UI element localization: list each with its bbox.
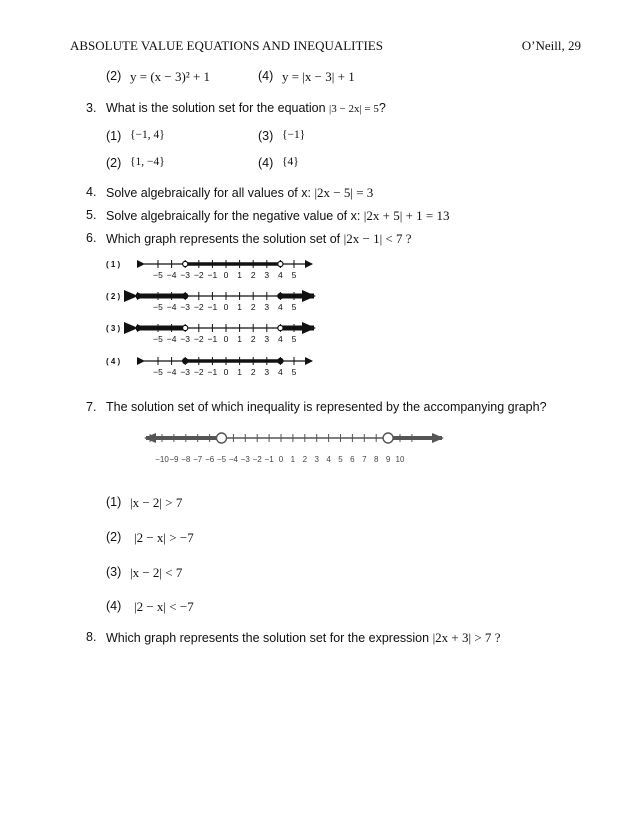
q3-equation: |3 − 2x| = 5: [329, 103, 379, 115]
q6-question: [106, 231, 412, 247]
q8-question: [106, 630, 500, 646]
q6-tick-label: −4: [166, 334, 177, 344]
q5-number: 5.: [86, 208, 97, 222]
q6-tick-label: 5: [291, 334, 297, 344]
q7-tick-label: −9: [169, 455, 179, 464]
q5-question: [106, 208, 450, 224]
q3-option-3-label: (3): [258, 129, 274, 143]
q8-equation: |2x + 3| > 7: [432, 630, 492, 645]
q7-option-4-label: (4): [106, 599, 122, 613]
q6-tick-label: −2: [193, 270, 204, 280]
q6-tick-label: −5: [153, 367, 163, 377]
q4-number: 4.: [86, 185, 97, 199]
q7-open-endpoint: [217, 433, 227, 443]
q6-end: ?: [402, 231, 412, 246]
q6-open-endpoint: [183, 325, 188, 330]
prev-option-4-label: (4): [258, 69, 274, 83]
q4-equation: |2x − 5| = 3: [314, 185, 374, 200]
q7-tick-label: 8: [373, 455, 379, 464]
q6-tick-label: 1: [237, 302, 242, 312]
q6-tick-label: 0: [223, 270, 229, 280]
q7-tick-label: 2: [302, 455, 308, 464]
q6-open-endpoint: [183, 261, 188, 266]
q6-tick-label: 2: [250, 302, 256, 312]
q7-option-2-expr: |2 − x| > −7: [134, 530, 194, 545]
q7-option-1-expr: |x − 2| > 7: [130, 495, 183, 510]
q6-text: Which graph represents the solution set of: [106, 232, 344, 246]
q7-tick-label: 0: [278, 455, 284, 464]
q3-option-2-value: {1, −4}: [130, 156, 165, 168]
q7-graph: [140, 424, 450, 470]
q8-end: ?: [491, 630, 501, 645]
q6-tick-label: 5: [291, 270, 297, 280]
q6-tick-label: 3: [264, 334, 270, 344]
q7-option-2-label: (2): [106, 530, 122, 544]
q6-closed-endpoint: [183, 358, 188, 363]
q7-tick-label: 1: [290, 455, 296, 464]
prev-option-2-expr: y = (x − 3)² + 1: [130, 69, 211, 84]
q6-tick-label: 2: [250, 367, 256, 377]
q6-tick-label: 0: [223, 302, 229, 312]
q7-tick-label: −1: [264, 455, 274, 464]
q6-tick-label: −2: [193, 302, 204, 312]
q6-tick-label: 4: [278, 302, 283, 312]
q3-option-1-value: {−1, 4}: [130, 129, 165, 141]
prev-option-2-label: (2): [106, 69, 122, 83]
q5-text: Solve algebraically for the negative value of x:: [106, 209, 364, 223]
q3-number: 3.: [86, 101, 97, 115]
q4-text: Solve algebraically for all values of x:: [106, 186, 315, 200]
q6-tick-label: −4: [166, 367, 177, 377]
q6-tick-label: −1: [207, 270, 218, 280]
q6-tick-label: 4: [278, 270, 283, 280]
q7-tick-label: 6: [350, 455, 355, 464]
q4-question: [106, 185, 373, 201]
q3-option-2-label: (2): [106, 156, 122, 170]
q3-end: ?: [378, 101, 386, 115]
q6-equation: |2x − 1| < 7: [343, 231, 403, 246]
q6-tick-label: 3: [264, 302, 270, 312]
q6-tick-label: 0: [223, 367, 229, 377]
q6-closed-endpoint: [183, 293, 188, 298]
q6-number: 6.: [86, 231, 97, 245]
q6-tick-label: 5: [291, 302, 297, 312]
q7-tick-label: 10: [395, 455, 405, 464]
q6-tick-label: −5: [153, 334, 163, 344]
q6-tick-label: −5: [153, 270, 163, 280]
q7-tick-label: −2: [252, 455, 262, 464]
q6-tick-label: −2: [193, 334, 204, 344]
q6-tick-label: 3: [264, 367, 270, 377]
q8-text: Which graph represents the solution set for the expression: [106, 631, 433, 645]
q6-tick-label: −3: [180, 334, 191, 344]
q7-open-endpoint: [383, 433, 393, 443]
q5-equation: |2x + 5| + 1 = 13: [363, 208, 450, 223]
q6-tick-label: −3: [180, 270, 191, 280]
q7-tick-label: −10: [155, 455, 169, 464]
q6-tick-label: 1: [237, 334, 242, 344]
q7-option-4-expr: |2 − x| < −7: [134, 599, 194, 614]
q6-tick-label: −2: [193, 367, 204, 377]
q7-tick-label: −4: [228, 455, 238, 464]
q6-tick-label: 1: [237, 270, 242, 280]
q6-graph-label: ( 3 ): [106, 324, 121, 333]
page-header-title: ABSOLUTE VALUE EQUATIONS AND INEQUALITIES: [70, 38, 383, 53]
q6-open-endpoint: [278, 261, 283, 266]
q8-number: 8.: [86, 630, 97, 644]
q7-tick-label: 5: [338, 455, 343, 464]
q7-tick-label: −5: [216, 455, 227, 464]
q6-graph-label: ( 4 ): [106, 357, 121, 366]
q7-tick-label: 4: [326, 455, 331, 464]
q6-tick-label: −1: [207, 334, 218, 344]
q6-tick-label: 2: [250, 334, 256, 344]
q7-number: 7.: [86, 400, 97, 414]
q3-question: [106, 101, 386, 115]
q7-tick-label: 7: [362, 455, 367, 464]
q6-graph-label: ( 2 ): [106, 292, 121, 301]
q7-option-1-label: (1): [106, 495, 122, 509]
q7-tick-label: 9: [385, 455, 391, 464]
page-number: O’Neill, 29: [521, 38, 581, 53]
q6-tick-label: 0: [223, 334, 229, 344]
q6-tick-label: −1: [207, 367, 218, 377]
q6-closed-endpoint: [278, 358, 283, 363]
q7-option-3-label: (3): [106, 565, 122, 579]
q6-tick-label: −4: [166, 302, 177, 312]
q6-tick-label: 2: [250, 270, 256, 280]
prev-option-4-expr: y = |x − 3| + 1: [282, 69, 355, 84]
q6-graph-label: ( 1 ): [106, 260, 121, 269]
q6-tick-label: 1: [237, 367, 242, 377]
q3-option-1-label: (1): [106, 129, 122, 143]
q6-tick-label: 5: [291, 367, 297, 377]
q7-tick-label: −8: [181, 455, 191, 464]
q3-text: What is the solution set for the equation: [106, 101, 330, 115]
q7-question: The solution set of which inequality is represented by the accompanying graph?: [106, 400, 547, 414]
q7-tick-label: −3: [240, 455, 250, 464]
q7-tick-label: −6: [205, 455, 215, 464]
q3-option-4-label: (4): [258, 156, 274, 170]
q6-tick-label: −4: [166, 270, 177, 280]
q6-tick-label: −3: [180, 302, 191, 312]
q6-tick-label: 4: [278, 367, 283, 377]
q7-tick-label: 3: [314, 455, 319, 464]
q6-tick-label: −5: [153, 302, 163, 312]
q3-option-4-value: {4}: [282, 156, 299, 168]
q6-tick-label: −3: [180, 367, 191, 377]
q6-open-endpoint: [278, 325, 283, 330]
q7-tick-label: −7: [193, 455, 203, 464]
q3-option-3-value: {−1}: [282, 129, 306, 141]
q6-tick-label: −1: [207, 302, 218, 312]
q6-tick-label: 3: [264, 270, 270, 280]
q6-tick-label: 4: [278, 334, 283, 344]
q6-graphs: [100, 252, 330, 384]
q7-option-3-expr: |x − 2| < 7: [130, 565, 183, 580]
q6-closed-endpoint: [278, 293, 283, 298]
